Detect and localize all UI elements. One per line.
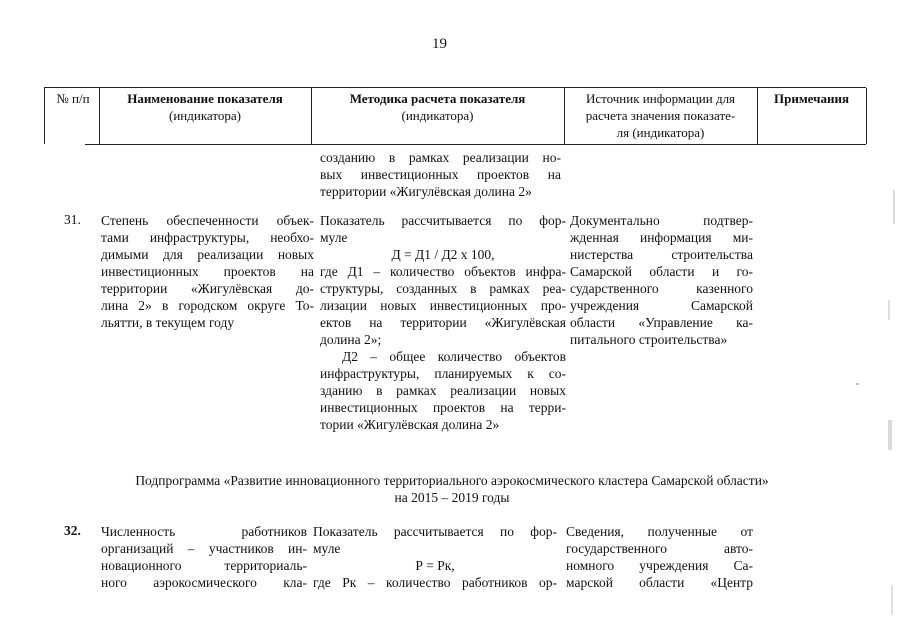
row-31-name-line: лина 2» в городском округе То- — [101, 298, 314, 313]
row-31-source-line: питального строительства» — [570, 332, 728, 347]
header-col-notes: Примечания — [774, 91, 849, 106]
header-col-source — [566, 90, 755, 141]
header-col-method-line1: Методика расчета показателя — [349, 91, 526, 106]
continuation-line: вых инвестиционных проектов на — [320, 167, 561, 182]
table-top-border — [44, 87, 866, 88]
row-31-source-line: жденная информация ми- — [570, 230, 753, 245]
row-31-name-line: льятти, в текущем году — [101, 315, 235, 330]
row-31-method-line: зданию в рамках реализации новых — [320, 383, 566, 398]
row-31-source-line: Документально подтвер- — [570, 213, 753, 228]
row-32-name-line: Численность работников — [101, 524, 307, 539]
row-31-method-line: долина 2»; — [320, 332, 382, 347]
scan-artifact — [888, 300, 890, 320]
row-31-method-formula: Д = Д1 / Д2 х 100, — [391, 247, 495, 262]
row-32-method — [313, 523, 557, 591]
row-31-name — [101, 212, 314, 331]
scan-artifact — [856, 383, 859, 385]
row-31-number: 31. — [64, 212, 81, 227]
row-32-number: 32. — [64, 523, 81, 538]
row-31-name-line: димыми для реализации новых — [101, 247, 314, 262]
continuation-line: территории «Жигулёвская долина 2» — [320, 184, 532, 199]
table-divider — [99, 88, 100, 144]
subprogram-heading — [95, 472, 809, 506]
header-col-name-line1: Наименование показателя — [127, 91, 283, 106]
row-31-source-line: учреждения Самарской — [570, 298, 753, 313]
row-31-source — [570, 212, 753, 348]
row-31-source-line: сударственного казенного — [570, 281, 753, 296]
table-divider — [44, 88, 45, 144]
row-32-method-formula: Р = Рк, — [415, 558, 455, 573]
header-col-method — [313, 90, 562, 124]
row-32-name — [101, 523, 307, 591]
row-31-source-line: нистерства строительства — [570, 247, 753, 262]
row-32-method-line: где Рк – количество работников ор- — [313, 575, 557, 590]
row-32-name-line: новационного территориаль- — [101, 558, 307, 573]
header-col-name — [101, 90, 309, 124]
row-31-name-line: Степень обеспеченности объек- — [101, 213, 314, 228]
table-header-bottom-border — [85, 144, 866, 145]
row-31-source-line: Самарской области и го- — [570, 264, 753, 279]
row-31-name-line: инвестиционных проектов на — [101, 264, 314, 279]
row-31-method-line: где Д1 – количество объектов инфра- — [320, 264, 566, 279]
subprogram-years: на 2015 – 2019 годы — [394, 490, 510, 505]
table-divider — [311, 88, 312, 144]
continuation-text — [320, 149, 561, 200]
scan-artifact — [891, 585, 893, 615]
row-32-source-line: марской области «Центр — [566, 575, 753, 590]
scan-artifact — [893, 190, 895, 224]
header-col-name-line2: (индикатора) — [169, 108, 241, 123]
table-divider — [757, 88, 758, 144]
row-32-source-line: государственного авто- — [566, 541, 753, 556]
header-col-source-line2: расчета значения показате- — [585, 108, 736, 123]
scan-artifact — [888, 420, 892, 450]
row-31-name-line: тами инфраструктуры, необхо- — [101, 230, 314, 245]
row-31-source-line: области «Управление ка- — [570, 315, 753, 330]
row-31-method-line: Показатель рассчитывается по фор- — [320, 213, 566, 228]
row-32-source-line: Сведения, полученные от — [566, 524, 753, 539]
row-31-method-line: структуры, созданных в рамках реа- — [320, 281, 566, 296]
table-divider — [564, 88, 565, 144]
row-31-method-line: тории «Жигулёвская долина 2» — [320, 417, 500, 432]
row-31-method-line: муле — [320, 230, 348, 245]
header-col-source-line1: Источник информации для — [585, 91, 736, 106]
table-divider — [866, 88, 867, 144]
row-31-name-line: территории «Жигулёвская до- — [101, 281, 314, 296]
continuation-line: созданию в рамках реализации но- — [320, 150, 561, 165]
row-32-source — [566, 523, 753, 591]
row-32-name-line: организаций – участников ин- — [101, 541, 307, 556]
row-31-method-line: ектов на территории «Жигулёвская — [320, 315, 566, 330]
row-32-method-line: Показатель рассчитывается по фор- — [313, 524, 557, 539]
row-32-method-line: муле — [313, 541, 341, 556]
row-31-method-line: инвестиционных проектов на терри- — [320, 400, 566, 415]
row-31-method — [320, 212, 566, 433]
header-col-source-line3: ля (индикатора) — [616, 125, 705, 140]
header-col-number: № п/п — [56, 91, 90, 106]
row-31-method-line: Д2 – общее количество объектов — [342, 349, 566, 364]
page-number: 19 — [432, 36, 447, 52]
header-col-method-line2: (индикатора) — [401, 108, 474, 123]
row-32-source-line: номного учреждения Са- — [566, 558, 753, 573]
row-32-name-line: ного аэрокосмического кла- — [101, 575, 307, 590]
row-31-method-line: инфраструктуры, планируемых к со- — [320, 366, 566, 381]
subprogram-title: Подпрограмма «Развитие инновационного территориального аэрокосмического кластера Самарской области» — [135, 473, 769, 488]
row-31-method-line: лизации новых инвестиционных про- — [320, 298, 566, 313]
